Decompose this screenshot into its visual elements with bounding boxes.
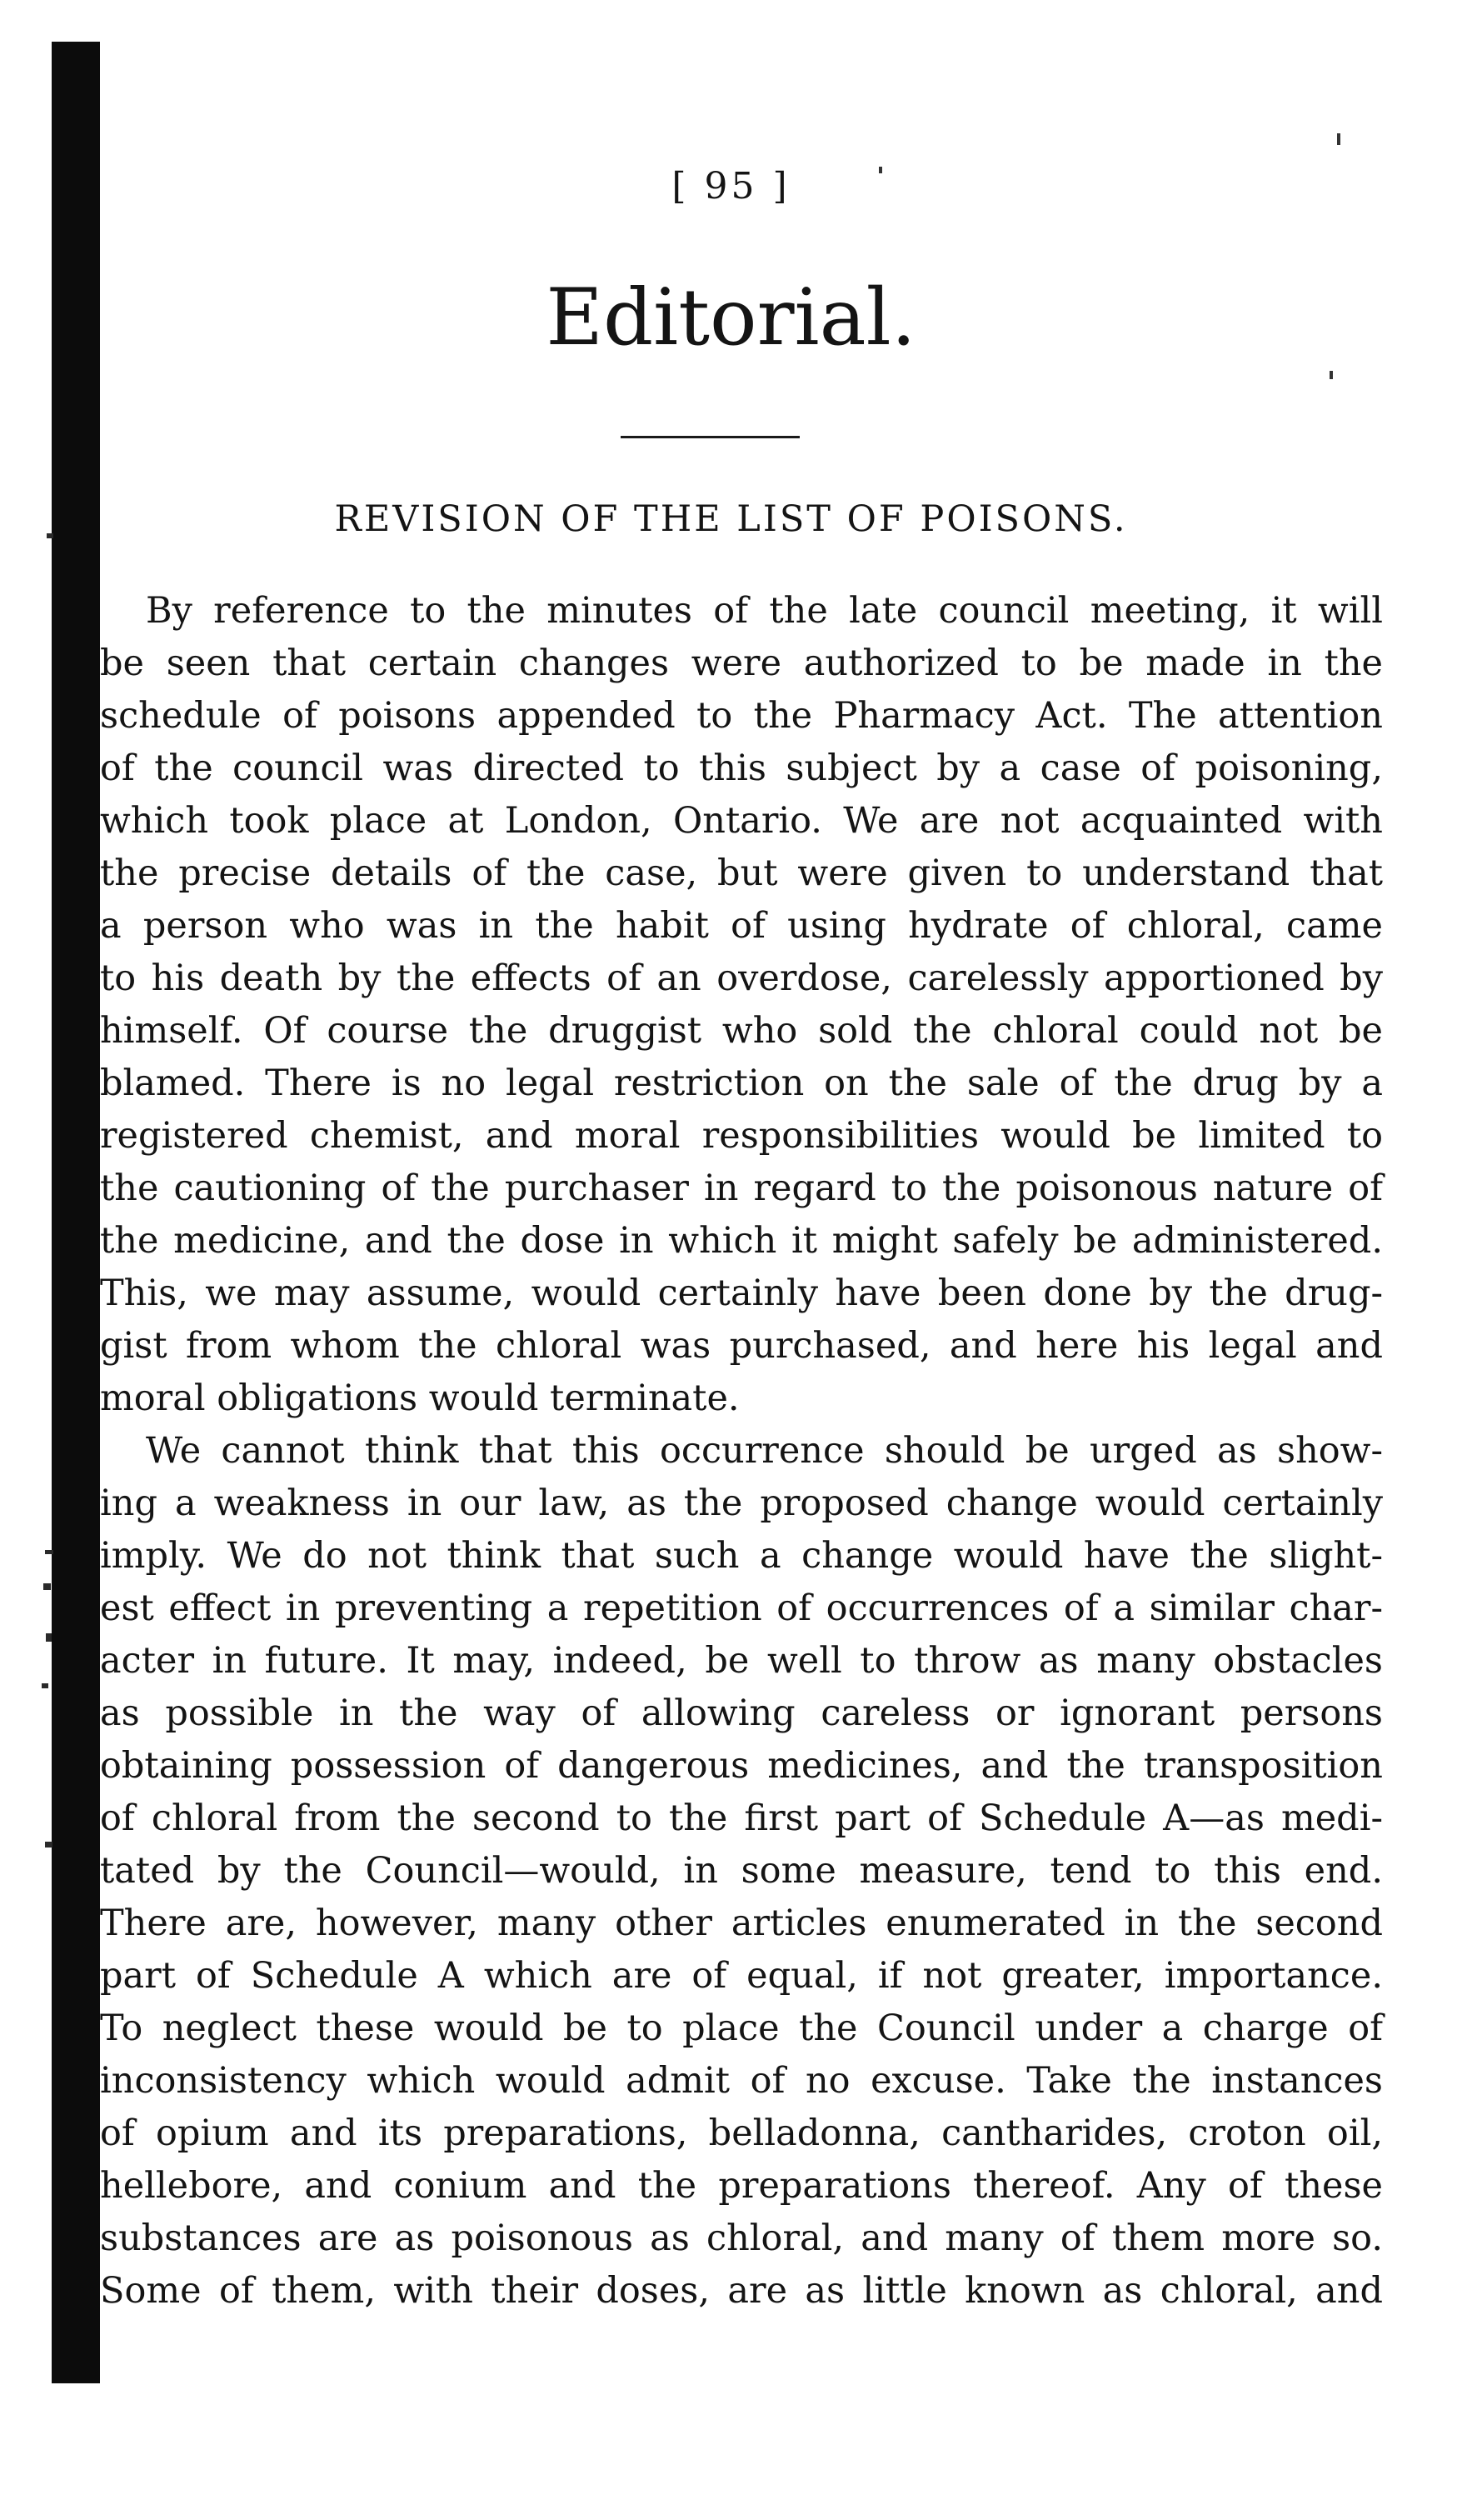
text-line: himself. Of course the druggist who sold the chloral could not be bbox=[100, 1010, 1383, 1052]
text-line: hellebore, and conium and the preparations thereof. Any of these bbox=[100, 2165, 1383, 2207]
binding-speck bbox=[43, 1583, 51, 1590]
binding-speck bbox=[45, 1550, 53, 1554]
text-line: There are, however, many other articles enumerated in the second bbox=[100, 1902, 1383, 1944]
text-line: registered chemist, and moral responsibilities would be limited to bbox=[100, 1115, 1383, 1157]
text-line: the cautioning of the purchaser in regard to the poisonous nature of bbox=[100, 1168, 1383, 1209]
binding-speck bbox=[42, 1683, 48, 1688]
binding-speck bbox=[46, 1633, 52, 1642]
text-line: blamed. There is no legal restriction on the sale of the drug by a bbox=[100, 1062, 1383, 1104]
text-line: of the council was directed to this subject by a case of poisoning, bbox=[100, 748, 1383, 789]
text-line: est effect in preventing a repetition of occurrences of a similar char- bbox=[100, 1588, 1383, 1629]
text-line: moral obligations would terminate. bbox=[100, 1378, 740, 1419]
text-line: the medicine, and the dose in which it might safely be administered. bbox=[100, 1220, 1383, 1262]
editorial-heading: Editorial. bbox=[546, 272, 916, 363]
text-line: tated by the Council—would, in some measure, tend to this end. bbox=[100, 1850, 1383, 1892]
text-line: which took place at London, Ontario. We are not acquainted with bbox=[100, 800, 1383, 842]
text-line: inconsistency which would admit of no excuse. Take the instances bbox=[100, 2060, 1383, 2102]
article-body bbox=[100, 585, 1383, 2318]
text-line: ing a weakness in our law, as the proposed change would certainly bbox=[100, 1482, 1383, 1524]
text-line: By reference to the minutes of the late council meeting, it will bbox=[146, 590, 1383, 632]
binding-speck bbox=[45, 1842, 52, 1848]
text-line: This, we may assume, would certainly have been done by the drug- bbox=[100, 1272, 1383, 1314]
text-line: part of Schedule A which are of equal, if not greater, importance. bbox=[100, 1955, 1383, 1997]
text-line: obtaining possession of dangerous medicines, and the transposition bbox=[100, 1745, 1383, 1787]
page-number: [ 95 ] bbox=[671, 165, 791, 208]
text-line: be seen that certain changes were authorized to be made in the bbox=[100, 642, 1383, 684]
text-line: to his death by the effects of an overdose, carelessly apportioned by bbox=[100, 958, 1383, 999]
text-line: gist from whom the chloral was purchased, and here his legal and bbox=[100, 1325, 1383, 1367]
article-title: REVISION OF THE LIST OF POISONS. bbox=[334, 498, 1128, 540]
text-line: schedule of poisons appended to the Pharmacy Act. The attention bbox=[100, 695, 1383, 737]
text-line: Some of them, with their doses, are as little known as chloral, and bbox=[100, 2270, 1383, 2312]
text-line: the precise details of the case, but were given to understand that bbox=[100, 852, 1383, 894]
text-line: imply. We do not think that such a change would have the slight- bbox=[100, 1535, 1383, 1577]
heading-rule bbox=[621, 436, 800, 438]
stray-mark bbox=[1337, 133, 1340, 145]
text-line: substances are as poisonous as chloral, and many of them more so. bbox=[100, 2218, 1383, 2259]
text-line: a person who was in the habit of using hydrate of chloral, came bbox=[100, 905, 1383, 947]
text-line: We cannot think that this occurrence should be urged as show- bbox=[146, 1430, 1383, 1472]
stray-mark bbox=[1330, 371, 1333, 379]
binding-edge bbox=[52, 42, 100, 2383]
text-line: To neglect these would be to place the Council under a charge of bbox=[100, 2008, 1383, 2049]
text-line: of chloral from the second to the first part of Schedule A—as medi- bbox=[100, 1798, 1383, 1839]
text-line: as possible in the way of allowing careless or ignorant persons bbox=[100, 1692, 1383, 1734]
text-line: of opium and its preparations, belladonna, cantharides, croton oil, bbox=[100, 2112, 1383, 2154]
text-line: acter in future. It may, indeed, be well to throw as many obstacles bbox=[100, 1640, 1383, 1682]
